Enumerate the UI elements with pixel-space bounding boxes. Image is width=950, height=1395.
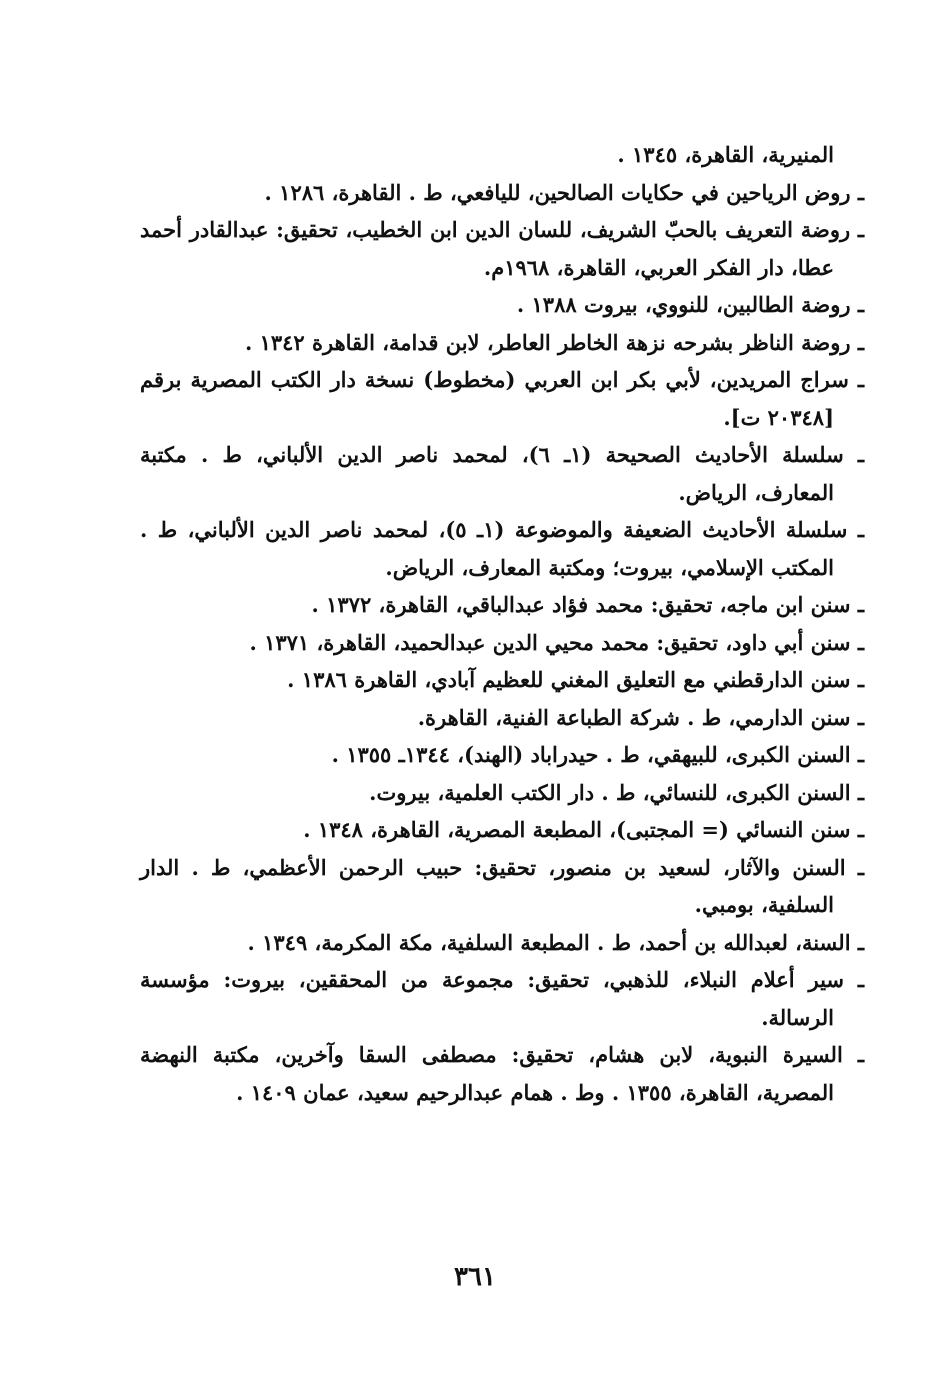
bibliography-entry: ـ السنن الكبرى، للنسائي، ط . دار الكتب العلمية، بيروت.	[369, 779, 864, 805]
bibliography-entry: ـ سلسلة الأحاديث الصحيحة (١ـ ٦)، لمحمد ناصر الدين الألباني، ط . مكتبة المعارف، الرياض.	[140, 442, 864, 505]
bibliography-entry: ـ روض الرياحين في حكايات الصالحين، لليافعي، ط . القاهرة، ١٢٨٦ .	[264, 179, 864, 205]
bibliography-entry: ـ سنن ابن ماجه، تحقيق: محمد فؤاد عبدالباقي، القاهرة، ١٣٧٢ .	[311, 592, 864, 617]
bibliography-entry: ـ سراج المريدين، لأبي بكر ابن العربي (مخطوط) نسخة دار الكتب المصرية برقم [٢٠٣٤٨ ت].	[140, 367, 864, 430]
bibliography-entry: المنيرية، القاهرة، ١٣٤٥ .	[617, 142, 834, 167]
bibliography-entry: ـ سنن الدارقطني مع التعليق المغني للعظيم آبادي، القاهرة ١٣٨٦ .	[287, 667, 864, 692]
bibliography-entry: ـ السيرة النبوية، لابن هشام، تحقيق: مصطفى السقا وآخرين، مكتبة النهضة المصرية، القاهرة، ١٣٥٥ . وط . همام عبدالرحيم سعيد، عمان ١٤٠٩ .	[140, 1042, 864, 1105]
bibliography-entry: ـ روضة الطالبين، للنووي، بيروت ١٣٨٨ .	[516, 292, 864, 317]
bibliography-entry: ـ سنن النسائي (= المجتبى)، المطبعة المصرية، القاهرة، ١٣٤٨ .	[303, 817, 864, 842]
bibliography-entry: ـ السنن والآثار، لسعيد بن منصور، تحقيق: حبيب الرحمن الأعظمي، ط . الدار السلفية، بومبي.	[140, 854, 864, 917]
bibliography-entry: ـ السنن الكبرى، للبيهقي، ط . حيدراباد (الهند)، ١٣٤٤ـ ١٣٥٥ .	[331, 742, 864, 767]
page-number: ٣٦١	[454, 1262, 496, 1292]
bibliography-entry: ـ سنن الدارمي، ط . شركة الطباعة الفنية، القاهرة.	[417, 704, 864, 730]
bibliography-entry: ـ سير أعلام النبلاء، للذهبي، تحقيق: مجموعة من المحققين، بيروت: مؤسسة الرسالة.	[140, 967, 864, 1030]
bibliography-list	[140, 136, 864, 1111]
bibliography-entry: ـ روضة التعريف بالحبّ الشريف، للسان الدين ابن الخطيب، تحقيق: عبدالقادر أحمد عطا، دار الفكر العربي، القاهرة، ١٩٦٨م.	[140, 217, 864, 280]
bibliography-entry: ـ السنة، لعبدالله بن أحمد، ط . المطبعة السلفية، مكة المكرمة، ١٣٤٩ .	[247, 929, 864, 955]
bibliography-entry: ـ سلسلة الأحاديث الضعيفة والموضوعة (١ـ ٥)، لمحمد ناصر الدين الألباني، ط . المكتب الإسلامي، بيروت؛ ومكتبة المعارف، الرياض.	[140, 517, 865, 580]
bibliography-entry: ـ روضة الناظر بشرحه نزهة الخاطر العاطر، لابن قدامة، القاهرة ١٣٤٢ .	[244, 329, 864, 355]
bibliography-entry: ـ سنن أبي داود، تحقيق: محمد محيي الدين عبدالحميد، القاهرة، ١٣٧١ .	[249, 629, 864, 655]
